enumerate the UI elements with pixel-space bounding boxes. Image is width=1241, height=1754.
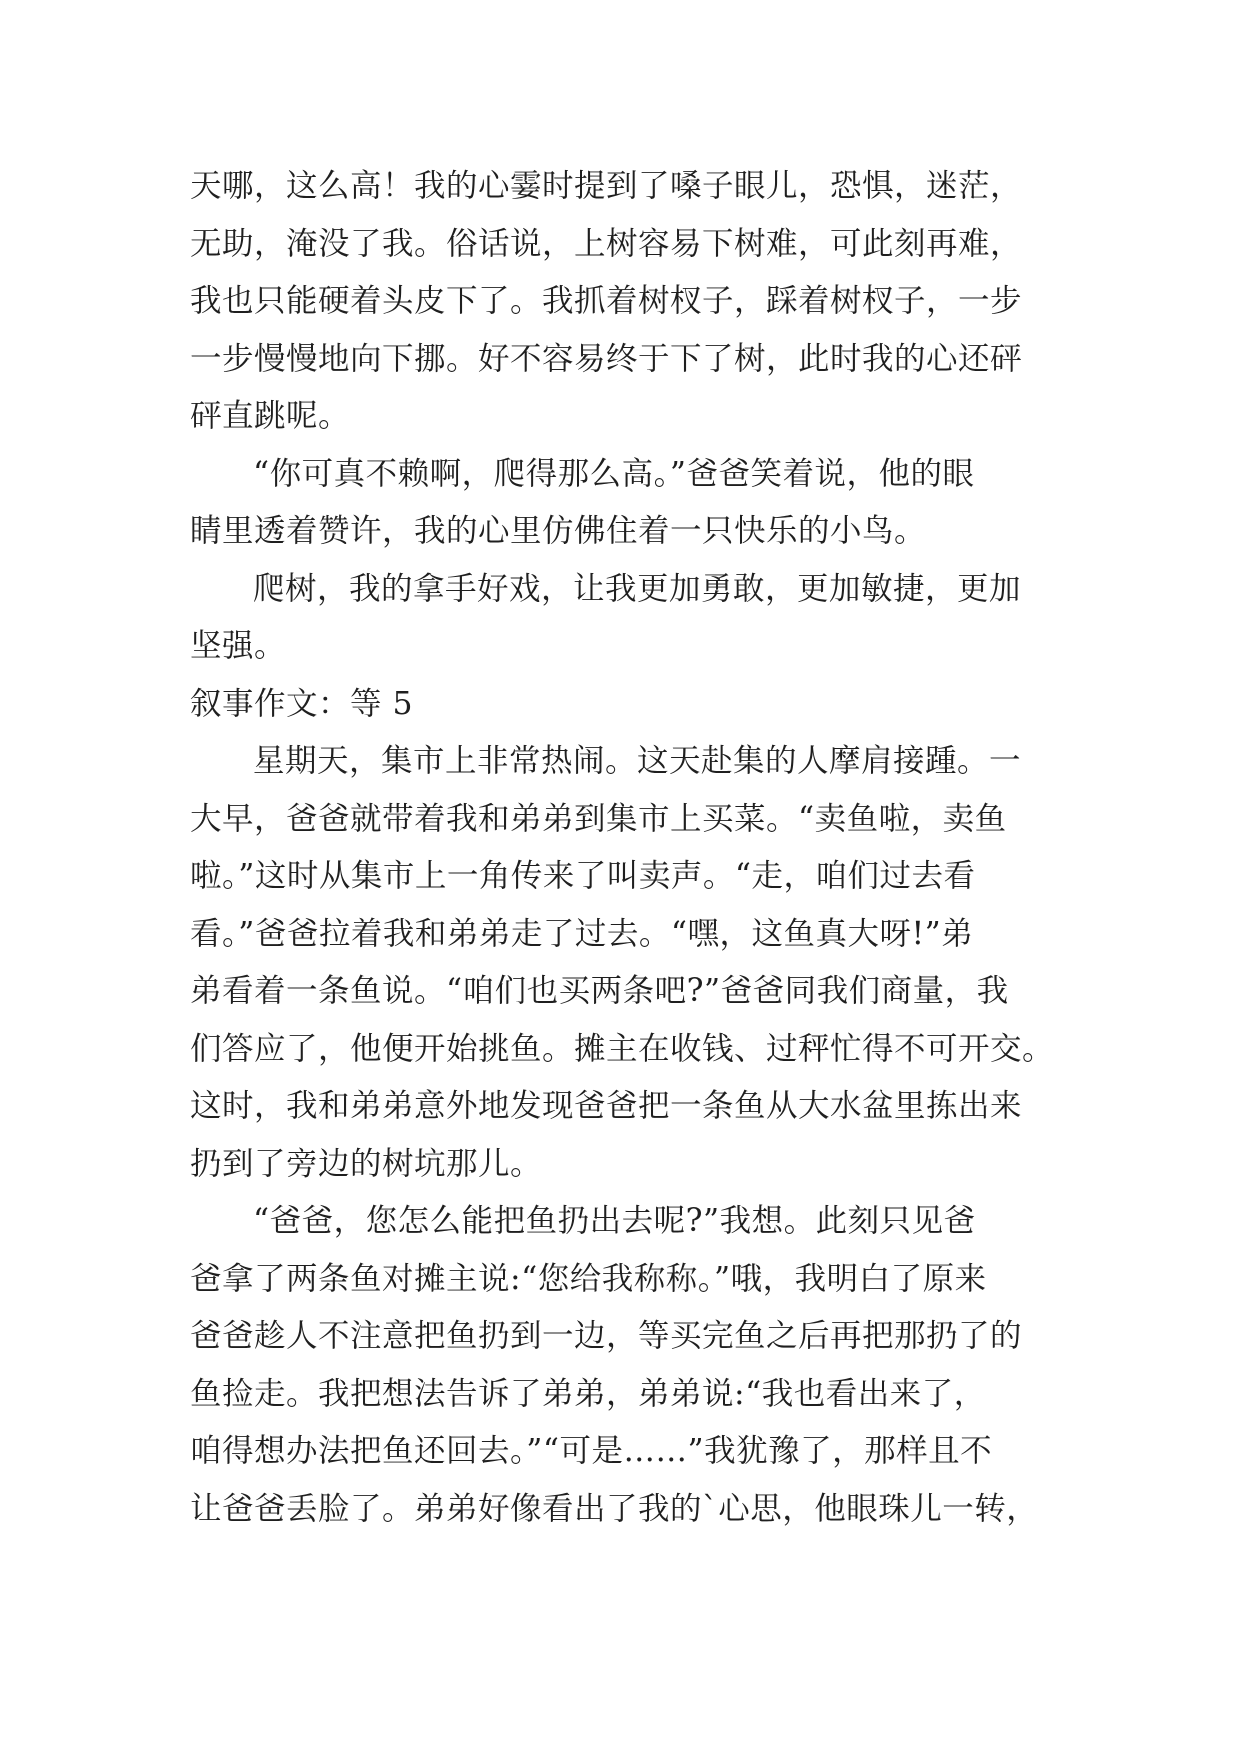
text-line: 坚强。: [190, 628, 287, 664]
text-line: 无助，淹没了我。俗话说，上树容易下树难，可此刻再难，: [190, 225, 1023, 262]
text-line: 们答应了，他便开始挑鱼。摊主在收钱、过秤忙得不可开交。: [190, 1030, 1055, 1067]
text-line: “爸爸，您怎么能把鱼扔出去呢?”我想。此刻只见爸: [253, 1203, 976, 1239]
text-line: 星期天，集市上非常热闹。这天赴集的人摩肩接踵。一: [253, 743, 1022, 779]
text-line: 一步慢慢地向下挪。好不容易终于下了树，此时我的心还砰: [190, 340, 1023, 377]
text-line: 睛里透着赞许，我的心里仿佛住着一只快乐的小鸟。: [190, 513, 927, 549]
paragraph-3: [190, 561, 1070, 676]
text-line: 这时，我和弟弟意外地发现爸爸把一条鱼从大水盆里拣出来: [190, 1088, 1023, 1124]
text-line: 我也只能硬着头皮下了。我抓着树杈子，踩着树杈子，一步: [190, 283, 1023, 319]
paragraph-4: [190, 733, 1070, 1193]
text-line: 爸拿了两条鱼对摊主说:“您给我称称。”哦，我明白了原来: [190, 1260, 987, 1297]
text-line: 天哪，这么高！我的心霎时提到了嗓子眼儿，恐惧，迷茫，: [190, 168, 1023, 204]
paragraph-2: [190, 446, 1070, 561]
section-heading: 叙事作文：等 5: [190, 685, 414, 722]
paragraph-5: [190, 1193, 1070, 1538]
text-line: 扔到了旁边的树坑那儿。: [190, 1145, 543, 1182]
text-line: 咱得想办法把鱼还回去。”“可是……”我犹豫了，那样且不: [190, 1433, 993, 1469]
text-line: 大早，爸爸就带着我和弟弟到集市上买菜。“卖鱼啦，卖鱼: [190, 800, 1007, 837]
text-line: 让爸爸丢脸了。弟弟好像看出了我的`心思，他眼珠儿一转，: [190, 1490, 1039, 1527]
text-line: 爸爸趁人不注意把鱼扔到一边，等买完鱼之后再把那扔了的: [190, 1318, 1023, 1354]
text-line: 爬树，我的拿手好戏，让我更加勇敢，更加敏捷，更加: [253, 570, 1022, 607]
paragraph-1: [190, 158, 1070, 446]
text-line: “你可真不赖啊，爬得那么高。”爸爸笑着说，他的眼: [253, 455, 975, 492]
text-line: 看。”爸爸拉着我和弟弟走了过去。“嘿，这鱼真大呀!”弟: [190, 915, 974, 952]
text-line: 啦。”这时从集市上一角传来了叫卖声。“走，咱们过去看: [190, 858, 976, 894]
document-body: [190, 158, 1070, 1538]
text-line: 鱼捡走。我把想法告诉了弟弟，弟弟说:“我也看出来了，: [190, 1375, 986, 1412]
text-line: 弟看着一条鱼说。“咱们也买两条吧?”爸爸同我们商量，我: [190, 973, 1009, 1009]
text-line: 砰直跳呢。: [190, 398, 351, 434]
